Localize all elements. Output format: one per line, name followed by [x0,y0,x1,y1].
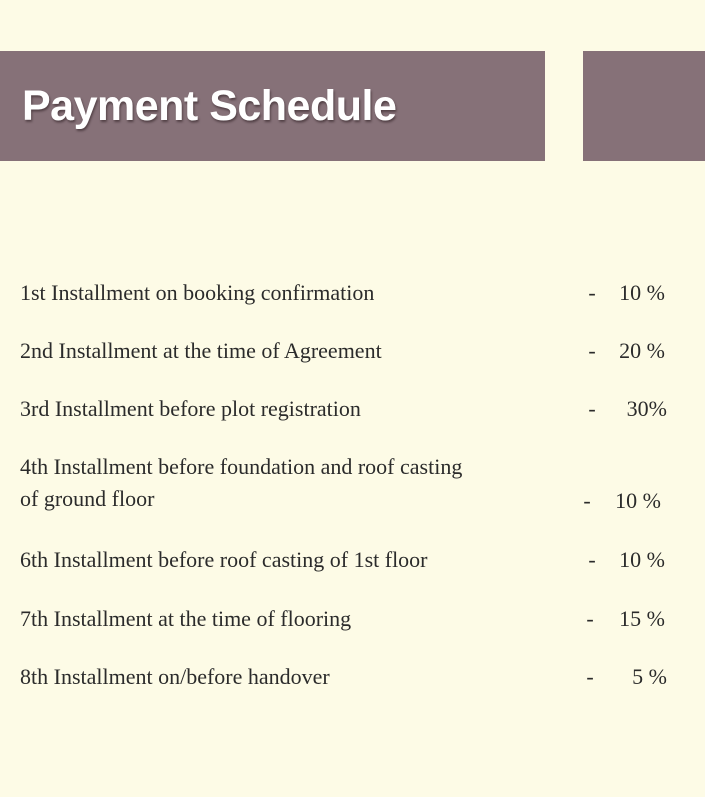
installment-label: 4th Installment before foundation and roof casting of ground floor [20,454,463,511]
installment-percent: 5 % [632,664,667,689]
installment-label: 6th Installment before roof casting of 1st floor [20,547,428,572]
row-dash: - [588,338,596,363]
installment-percent: 15 % [619,606,665,631]
installment-label: 1st Installment on booking confirmation [20,280,375,305]
installment-label: 7th Installment at the time of flooring [20,606,352,631]
row-dash: - [586,664,594,689]
banner-tab [583,51,705,161]
row-dash: - [588,396,596,421]
row-dash: - [586,606,594,631]
page-title: Payment Schedule [22,82,397,130]
installment-percent: 10 % [619,547,665,572]
installment-label: 3rd Installment before plot registration [20,396,361,421]
installment-percent: 10 % [615,488,661,513]
installment-percent: 20 % [619,338,665,363]
installment-percent: 10 % [619,280,665,305]
row-dash: - [588,280,596,305]
row-dash: - [583,488,591,513]
installment-percent: 30% [626,396,667,421]
installment-label: 2nd Installment at the time of Agreement [20,338,382,363]
row-dash: - [588,547,596,572]
installment-label: 8th Installment on/before handover [20,664,330,689]
